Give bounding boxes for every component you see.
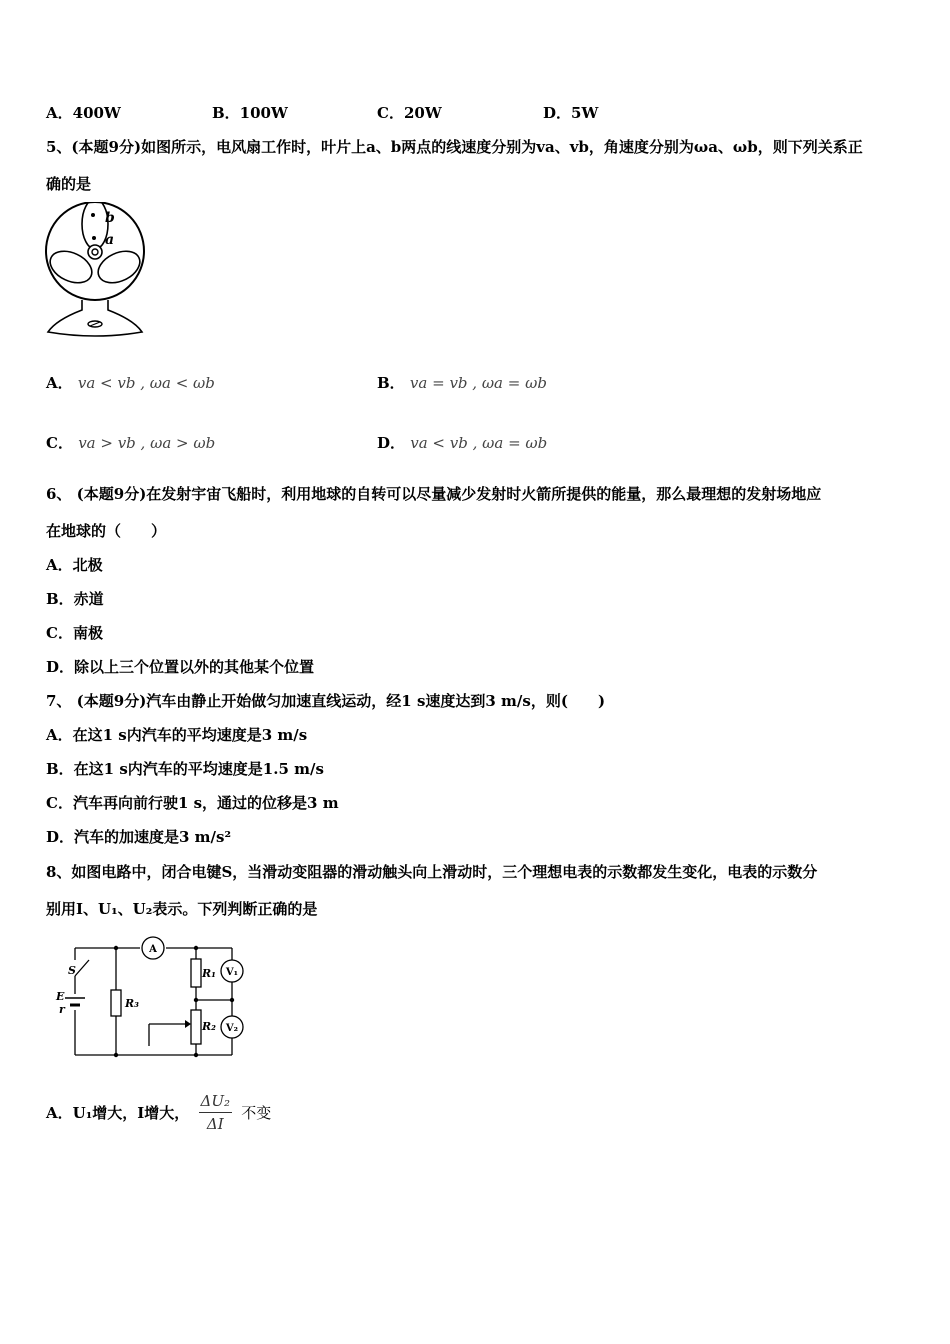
q6-option-b: B．赤道 bbox=[46, 590, 104, 608]
q8-option-a bbox=[46, 1092, 271, 1133]
q7-option-c: C．汽车再向前行驶1 s，通过的位移是3 m bbox=[46, 794, 339, 812]
q5-option-a-math: va < vb , ωa < ωb bbox=[77, 374, 215, 392]
q7-stem: 7、 (本题9分)汽车由静止开始做匀加速直线运动，经1 s速度达到3 m/s，则( ) bbox=[46, 692, 606, 710]
r1-label: R₁ bbox=[202, 967, 216, 980]
q5-option-d-math: va < vb , ωa = ωb bbox=[410, 434, 548, 452]
q6-stem-line2: 在地球的（ ） bbox=[46, 522, 167, 540]
q5-option-b-label: B． bbox=[377, 374, 405, 392]
q5-option-b bbox=[377, 372, 547, 393]
q5-option-b-math: va = vb , ωa = ωb bbox=[409, 374, 547, 392]
q8-stem-line2: 别用I、U₁、U₂表示。下列判断正确的是 bbox=[46, 900, 318, 918]
q6-stem-line1: 6、 (本题9分)在发射宇宙飞船时，利用地球的自转可以尽量减少发射时火箭所提供的能量，那么最理想的发射场地应 bbox=[46, 485, 822, 503]
fan-label-a: a bbox=[105, 232, 115, 248]
q6-option-d: D．除以上三个位置以外的其他某个位置 bbox=[46, 658, 315, 676]
q5-option-a bbox=[46, 372, 215, 393]
v2-label: V₂ bbox=[225, 1023, 239, 1034]
internal-r-label: r bbox=[59, 1003, 65, 1016]
ammeter-label: A bbox=[149, 944, 157, 955]
q7-option-d: D．汽车的加速度是3 m/s² bbox=[46, 828, 232, 846]
fan-label-b: b bbox=[105, 210, 115, 226]
r2-label: R₂ bbox=[202, 1020, 216, 1033]
q6-option-a: A．北极 bbox=[46, 556, 103, 574]
q5-option-d-label: D． bbox=[377, 434, 406, 452]
q5-stem-line2: 确的是 bbox=[46, 175, 92, 193]
q5-option-c bbox=[46, 432, 215, 453]
q8-option-a-prefix: A．U₁增大，I增大， bbox=[46, 1104, 190, 1122]
emf-label: E bbox=[56, 990, 65, 1003]
q8-option-a-suffix: 不变 bbox=[241, 1104, 272, 1122]
q8-fraction-numerator: ΔU₂ bbox=[199, 1092, 233, 1113]
q7-option-b: B．在这1 s内汽车的平均速度是1.5 m/s bbox=[46, 760, 324, 778]
q5-option-c-math: va > vb , ωa > ωb bbox=[78, 434, 216, 452]
q8-option-a-fraction bbox=[199, 1092, 233, 1133]
v1-label: V₁ bbox=[225, 967, 239, 978]
q5-option-c-label: C． bbox=[46, 434, 73, 452]
switch-label: S bbox=[68, 964, 76, 977]
q4-option-a: A．400W bbox=[46, 104, 121, 122]
q5-stem-line1: 5、(本题9分)如图所示，电风扇工作时，叶片上a、b两点的线速度分别为va、vb，角速度分别为ωa、ωb，则下列关系正 bbox=[46, 138, 863, 156]
q8-fraction-denominator: ΔI bbox=[206, 1115, 224, 1133]
circuit-diagram bbox=[52, 934, 274, 1062]
fan-diagram bbox=[44, 202, 150, 338]
r3-label: R₃ bbox=[125, 997, 139, 1010]
q6-option-c: C．南极 bbox=[46, 624, 103, 642]
q5-option-d bbox=[377, 432, 547, 453]
q5-option-a-label: A． bbox=[46, 374, 73, 392]
q4-option-b: B．100W bbox=[212, 104, 288, 122]
q4-option-c: C．20W bbox=[377, 104, 442, 122]
q8-stem-line1: 8、如图电路中，闭合电键S，当滑动变阻器的滑动触头向上滑动时，三个理想电表的示数都发生变化，电表的示数分 bbox=[46, 863, 818, 881]
q4-option-d: D．5W bbox=[543, 104, 599, 122]
q7-option-a: A．在这1 s内汽车的平均速度是3 m/s bbox=[46, 726, 308, 744]
